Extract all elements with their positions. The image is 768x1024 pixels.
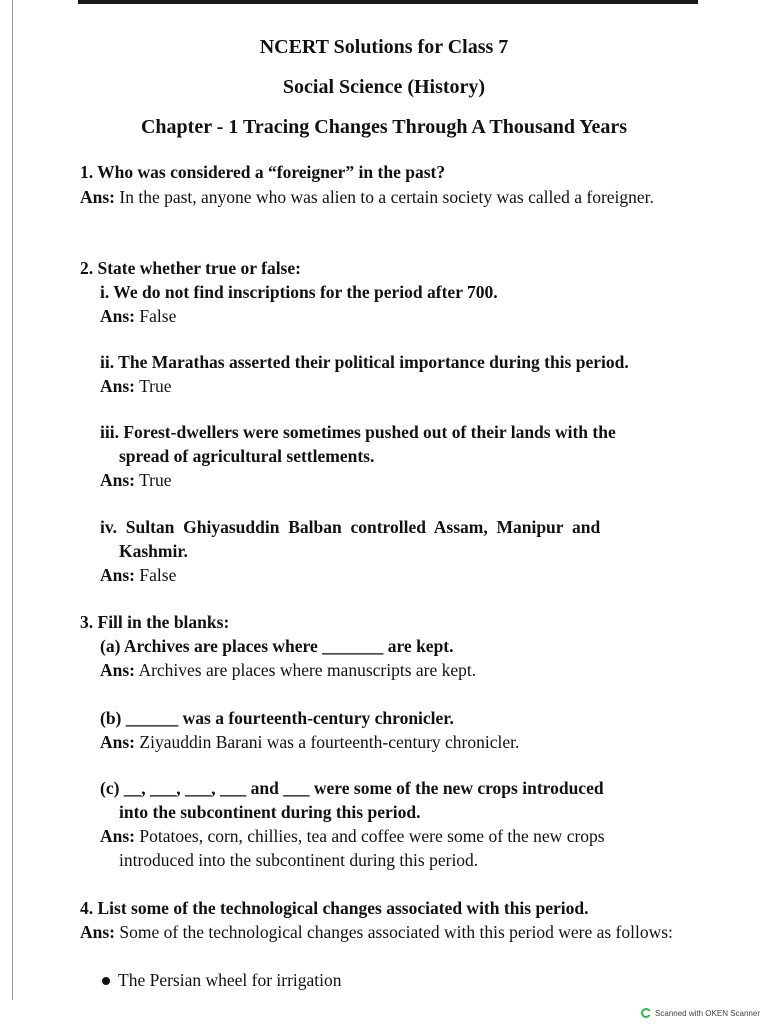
question-3: 3. Fill in the blanks: [80, 612, 230, 632]
answer-label: Ans: [100, 470, 136, 490]
scanner-text: Scanned with OKEN Scanner [655, 1008, 760, 1018]
answer-label: Ans: [100, 732, 136, 752]
answer-4 [80, 920, 688, 944]
left-page-edge [12, 0, 13, 1000]
q3-statement-c-line2: into the subcontinent during this period. [119, 802, 421, 822]
top-border-rule [78, 0, 698, 4]
q2-answer-ii [100, 374, 172, 398]
answer-4-text: Some of the technological changes associated with this period were as follows: [119, 922, 673, 942]
q2-answer-iv [100, 563, 176, 587]
chapter-title: Chapter - 1 Tracing Changes Through A Thousand Years [140, 116, 628, 138]
q2-statement-ii: ii. The Marathas asserted their political importance during this period. [100, 352, 629, 372]
answer-1-text: In the past, anyone who was alien to a certain society was called a foreigner. [119, 187, 654, 207]
answer-value: False [139, 565, 177, 585]
answer-label: Ans: [100, 660, 136, 680]
answer-label: Ans: [80, 187, 116, 207]
q3-statement-c-line1: (c) __, ___, ___, ___ and ___ were some of the new crops introduced [100, 778, 604, 798]
answer-value: True [139, 376, 172, 396]
q2-answer-i [100, 304, 176, 328]
q3-answer-c-line2: introduced into the subcontinent during this period. [119, 850, 479, 870]
q2-statement-i: i. We do not find inscriptions for the period after 700. [100, 282, 498, 302]
bullet-text: The Persian wheel for irrigation [118, 970, 342, 990]
question-4: 4. List some of the technological changes associated with this period. [80, 898, 589, 918]
bullet-list-item [102, 968, 342, 992]
answer-value: False [139, 306, 177, 326]
answer-value: True [139, 470, 172, 490]
oken-scanner-logo-icon [641, 1008, 651, 1018]
answer-label: Ans: [100, 376, 136, 396]
document-subject: Social Science (History) [282, 76, 486, 98]
scanner-watermark [641, 1008, 760, 1018]
q3-answer-a [100, 658, 476, 682]
bullet-icon [102, 977, 110, 985]
q2-statement-iv-line2: Kashmir. [119, 541, 188, 561]
question-2: 2. State whether true or false: [80, 258, 301, 278]
answer-1 [80, 185, 684, 209]
document-title: NCERT Solutions for Class 7 [259, 36, 509, 58]
q3-answer-c-line1 [100, 824, 605, 848]
answer-value: Ziyauddin Barani was a fourteenth-century chronicler. [139, 732, 520, 752]
q2-answer-iii [100, 468, 172, 492]
question-1: 1. Who was considered a “foreigner” in the past? [80, 162, 446, 182]
answer-value: Potatoes, corn, chillies, tea and coffee were some of the new crops [139, 826, 605, 846]
answer-label: Ans: [100, 826, 136, 846]
answer-label: Ans: [100, 565, 136, 585]
q3-answer-b [100, 730, 519, 754]
answer-label: Ans: [80, 922, 116, 942]
q3-statement-a: (a) Archives are places where _______ are kept. [100, 636, 454, 656]
q2-statement-iv-line1: iv. Sultan Ghiyasuddin Balban controlled Assam, Manipur and [100, 517, 601, 537]
q3-statement-b: (b) ______ was a fourteenth-century chronicler. [100, 708, 454, 728]
answer-label: Ans: [100, 306, 136, 326]
q2-statement-iii-line2: spread of agricultural settlements. [119, 446, 375, 466]
answer-value: Archives are places where manuscripts are kept. [138, 660, 477, 680]
q2-statement-iii-line1: iii. Forest-dwellers were sometimes pushed out of their lands with the [100, 422, 616, 442]
